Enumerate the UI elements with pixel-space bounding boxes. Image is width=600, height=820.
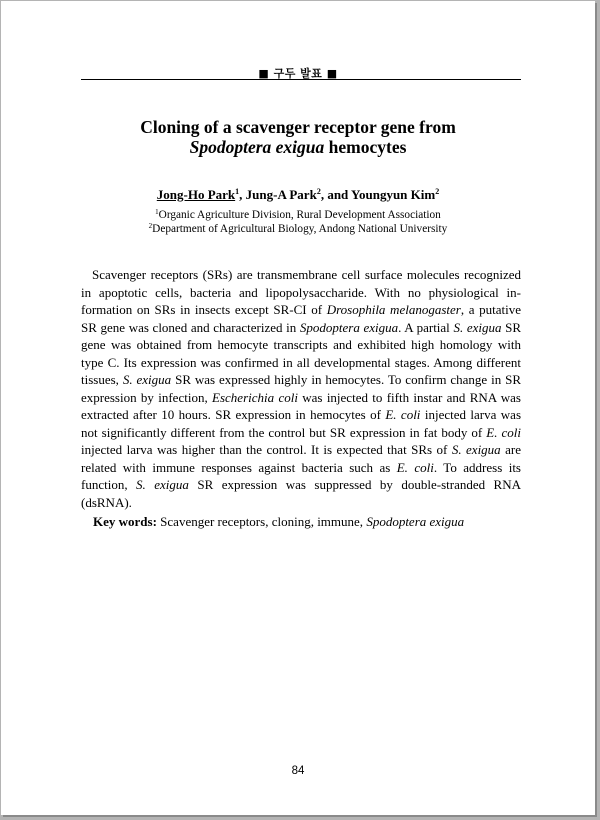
abstract-text: injected larva was higher than the control. It is expected that SRs of	[81, 442, 452, 457]
keywords-text: Scavenger receptors, cloning, immune,	[156, 514, 367, 529]
abstract-text: injected larva was not significantly different from the control but SR expression in fat body of	[81, 407, 522, 440]
author-affiliation-mark: 2	[435, 187, 440, 196]
abstract-text: are related with immune responses against bacteria such as	[81, 442, 522, 475]
abstract-text: SR gene was obtained from hemocyte transcripts and exhibited high homology with type C. Its expression was confirmed in all developmental stages. Among different tissues,	[81, 319, 522, 387]
paper-title	[1, 117, 595, 157]
author-affiliation-mark: 2	[316, 187, 321, 196]
affiliation	[1, 223, 595, 235]
affiliation-mark: 2	[148, 222, 153, 230]
author-name: Jung-A Park	[245, 187, 317, 202]
keywords-species: Spodoptera exigua	[366, 514, 465, 529]
affiliation	[1, 209, 595, 221]
title-species: Spodoptera exigua	[189, 137, 325, 157]
title-line-2-rest: hemocytes	[324, 137, 407, 157]
section-label: ■ 구두 발표 ■	[258, 67, 338, 80]
author-name: Jong-Ho Park	[156, 187, 236, 202]
species-name: Drosophila melanogaster	[326, 302, 461, 317]
affiliation-text: Organic Agriculture Division, Rural Development Association	[158, 209, 441, 221]
species-name: S. exigua	[453, 319, 502, 335]
title-line-2	[1, 137, 595, 157]
author-affiliation-mark: 1	[235, 187, 240, 196]
species-name: E. coli	[385, 407, 421, 422]
species-name: S. exigua	[122, 372, 172, 387]
author-list	[1, 187, 595, 203]
abstract-text: . A partial	[398, 319, 454, 335]
author-separator: ,	[239, 187, 246, 202]
title-line-1: Cloning of a scavenger receptor gene from	[140, 117, 456, 137]
author-name: Youngyun Kim	[351, 187, 436, 202]
keywords	[93, 514, 523, 530]
author-separator: , and	[320, 187, 352, 202]
species-name: Spodoptera exigua	[299, 319, 399, 335]
document-page	[1, 1, 595, 815]
species-name: S. exigua	[136, 477, 189, 492]
abstract-text: . To address its function,	[81, 459, 521, 492]
page-number: 84	[291, 765, 305, 777]
keywords-label: Key words:	[93, 514, 157, 529]
affiliation-mark: 1	[155, 208, 159, 216]
species-name: E. coli	[486, 424, 521, 440]
abstract-text: , a putative SR gene was cloned and characterized in	[81, 302, 521, 335]
header-rule	[81, 79, 521, 80]
species-name: S. exigua	[451, 442, 501, 457]
abstract-text: SR was expressed highly in hemocytes. To confirm change in SR expression by infection,	[81, 372, 522, 405]
abstract-paragraph	[81, 266, 521, 511]
affiliation-text: Department of Agricultural Biology, Andong National University	[152, 223, 448, 235]
abstract-text: Scavenger receptors (SRs) are transmembrane cell surface molecules recognized in apoptotic cells, bacteria and lipopolysaccharide. With no physiological information on SRs in insects except SR-CI of	[81, 267, 521, 317]
species-name: E. coli	[396, 459, 434, 475]
abstract-text: SR expression was suppressed by double-stranded RNA (dsRNA).	[81, 477, 522, 510]
species-name: Escherichia coli	[212, 389, 298, 405]
abstract-text: was injected to fifth instar and RNA was extracted after 10 hours. SR expression in hemocytes of	[81, 389, 521, 422]
